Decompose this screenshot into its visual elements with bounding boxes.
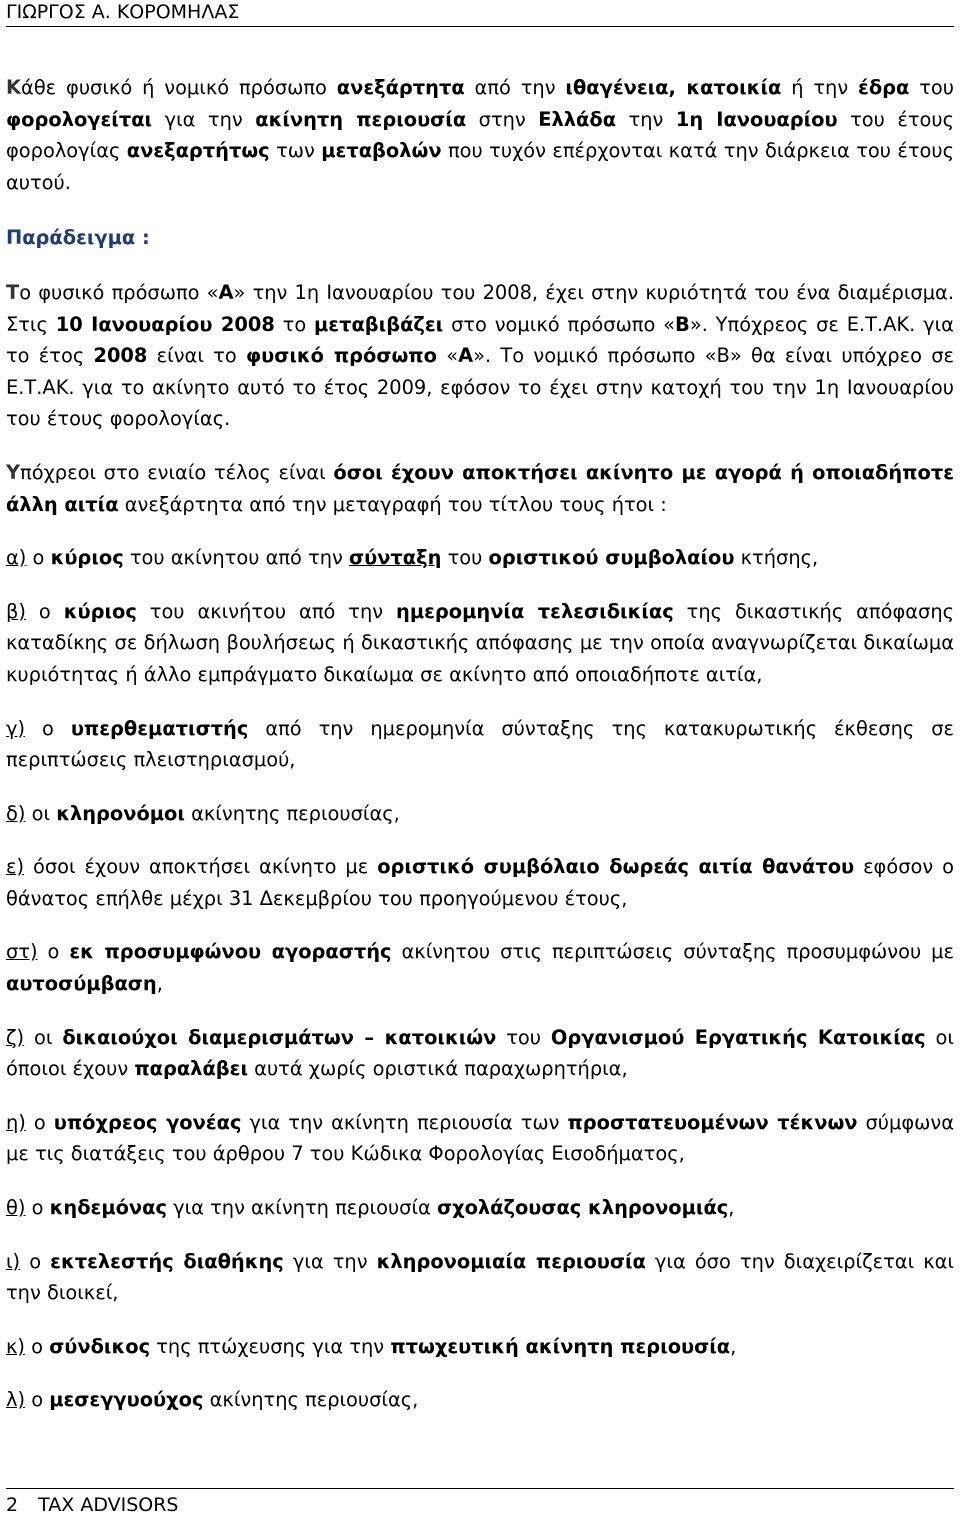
intro-paragraph: Κάθε φυσικό ή νομικό πρόσωπο ανεξάρτητα από την ιθαγένεια, κατοικία ή την έδρα του φορολογείται για την ακίνητη περιουσία στην Ελλάδα την 1η Ιανουαρίου του έτους φορολογίας ανεξαρτήτως των μεταβολών που τυχόν επέρχονται κατά την διάρκεια του έτους αυτού. <box>6 76 955 194</box>
item-label: ι) <box>6 1249 21 1273</box>
list-item-h: η) ο υπόχρεος γονέας για την ακίνητη περιουσία των προστατευομένων τέκνων σύμφωνα με τις διατάξεις του άρθρου 7 του Κώδικα Φορολογίας Εισοδήματος, <box>6 1110 955 1166</box>
list-item-e: ε) όσοι έχουν αποκτήσει ακίνητο με οριστικό συμβόλαιο δωρεάς αιτία θανάτου εφόσον ο θάνατος επήλθε μέχρι 31 Δεκεμβρίου του προηγούμενου έτους, <box>6 855 955 910</box>
example-paragraph: Το φυσικό πρόσωπο «Α» την 1η Ιανουαρίου του 2008, έχει στην κυριότητά του ένα διαμέρισμα. Στις 10 Ιανουαρίου 2008 το μεταβιβάζει στο νομικό πρόσωπο «Β». Υπόχρεος σε Ε.Τ.ΑΚ. για το έτος 2008 είναι το φυσικό πρόσωπο «Α». Το νομικό πρόσωπο «Β» θα είναι υπόχρεο σε Ε.Τ.ΑΚ. για το ακίνητο αυτό το έτος 2009, εφόσον το έχει στην κατοχή του την 1η Ιανουαρίου του έτους φορολογίας. <box>6 280 954 431</box>
item-label: α) <box>6 546 27 570</box>
item-label: ε) <box>6 855 25 879</box>
example-heading: Παράδειγμα : <box>6 226 150 250</box>
page-header <box>6 0 954 27</box>
item-label: κ) <box>6 1334 25 1358</box>
page-footer <box>6 1488 954 1517</box>
page-number: 2 <box>6 1494 19 1516</box>
dropcap: Τ <box>6 280 20 304</box>
item-label: στ) <box>6 940 38 964</box>
list-item-l: λ) ο μεσεγγυούχος ακίνητης περιουσίας, <box>6 1388 419 1412</box>
footer-brand: TAX ADVISORS <box>38 1494 179 1516</box>
item-label: ζ) <box>6 1025 25 1049</box>
item-label: δ) <box>6 801 26 825</box>
document-body <box>6 72 954 1416</box>
list-item-c: γ) ο υπερθεματιστής από την ημερομηνία σύνταξης της κατακυρωτικής έκθεσης σε περιπτώσεις πλειστηριασμού, <box>6 716 954 772</box>
list-item-z: ζ) οι δικαιούχοι διαμερισμάτων – κατοικιών του Οργανισμού Εργατικής Κατοικίας οι όποιοι έχουν παραλάβει αυτά χωρίς οριστικά παραχωρητήρια, <box>6 1025 954 1081</box>
list-item-i: ι) ο εκτελεστής διαθήκης για την κληρονομιαία περιουσία για όσο την διαχειρίζεται και την διοικεί, <box>6 1249 954 1305</box>
obligated-paragraph: Υπόχρεοι στο ενιαίο τέλος είναι όσοι έχουν αποκτήσει ακίνητο με αγορά ή οποιαδήποτε άλλη αιτία ανεξάρτητα από την μεταγραφή του τίτλου τους ήτοι : <box>6 460 954 516</box>
dropcap: Κ <box>6 76 22 99</box>
dropcap: Υ <box>6 460 21 484</box>
item-label: η) <box>6 1110 26 1134</box>
list-item-k: κ) ο σύνδικος της πτώχευσης για την πτωχευτική ακίνητη περιουσία, <box>6 1334 737 1358</box>
list-item-th: θ) ο κηδεμόνας για την ακίνητη περιουσία σχολάζουσας κληρονομιάς, <box>6 1196 735 1220</box>
item-label: β) <box>6 599 26 623</box>
list-item-a: α) ο κύριος του ακίνητου από την σύνταξη του οριστικού συμβολαίου κτήσης, <box>6 546 819 570</box>
list-item-st: στ) ο εκ προσυμφώνου αγοραστής ακίνητου στις περιπτώσεις σύνταξης προσυμφώνου με αυτοσύμβαση, <box>6 940 954 996</box>
item-label: λ) <box>6 1388 26 1412</box>
item-label: γ) <box>6 716 26 740</box>
author-name: ΓΙΩΡΓΟΣ Α. ΚΟΡΟΜΗΛΑΣ <box>6 1 240 23</box>
list-item-b: β) ο κύριος του ακινήτου από την ημερομηνία τελεσιδικίας της δικαστικής απόφασης καταδίκης σε δήλωση βουλήσεως ή δικαστικής απόφασης με την οποία αναγνωρίζεται δικαίωμα κυριότητας ή άλλο εμπράγματο δικαίωμα σε ακίνητο από οποιαδήποτε αιτία, <box>6 599 954 686</box>
list-item-d: δ) οι κληρονόμοι ακίνητης περιουσίας, <box>6 801 400 825</box>
item-label: θ) <box>6 1196 26 1220</box>
